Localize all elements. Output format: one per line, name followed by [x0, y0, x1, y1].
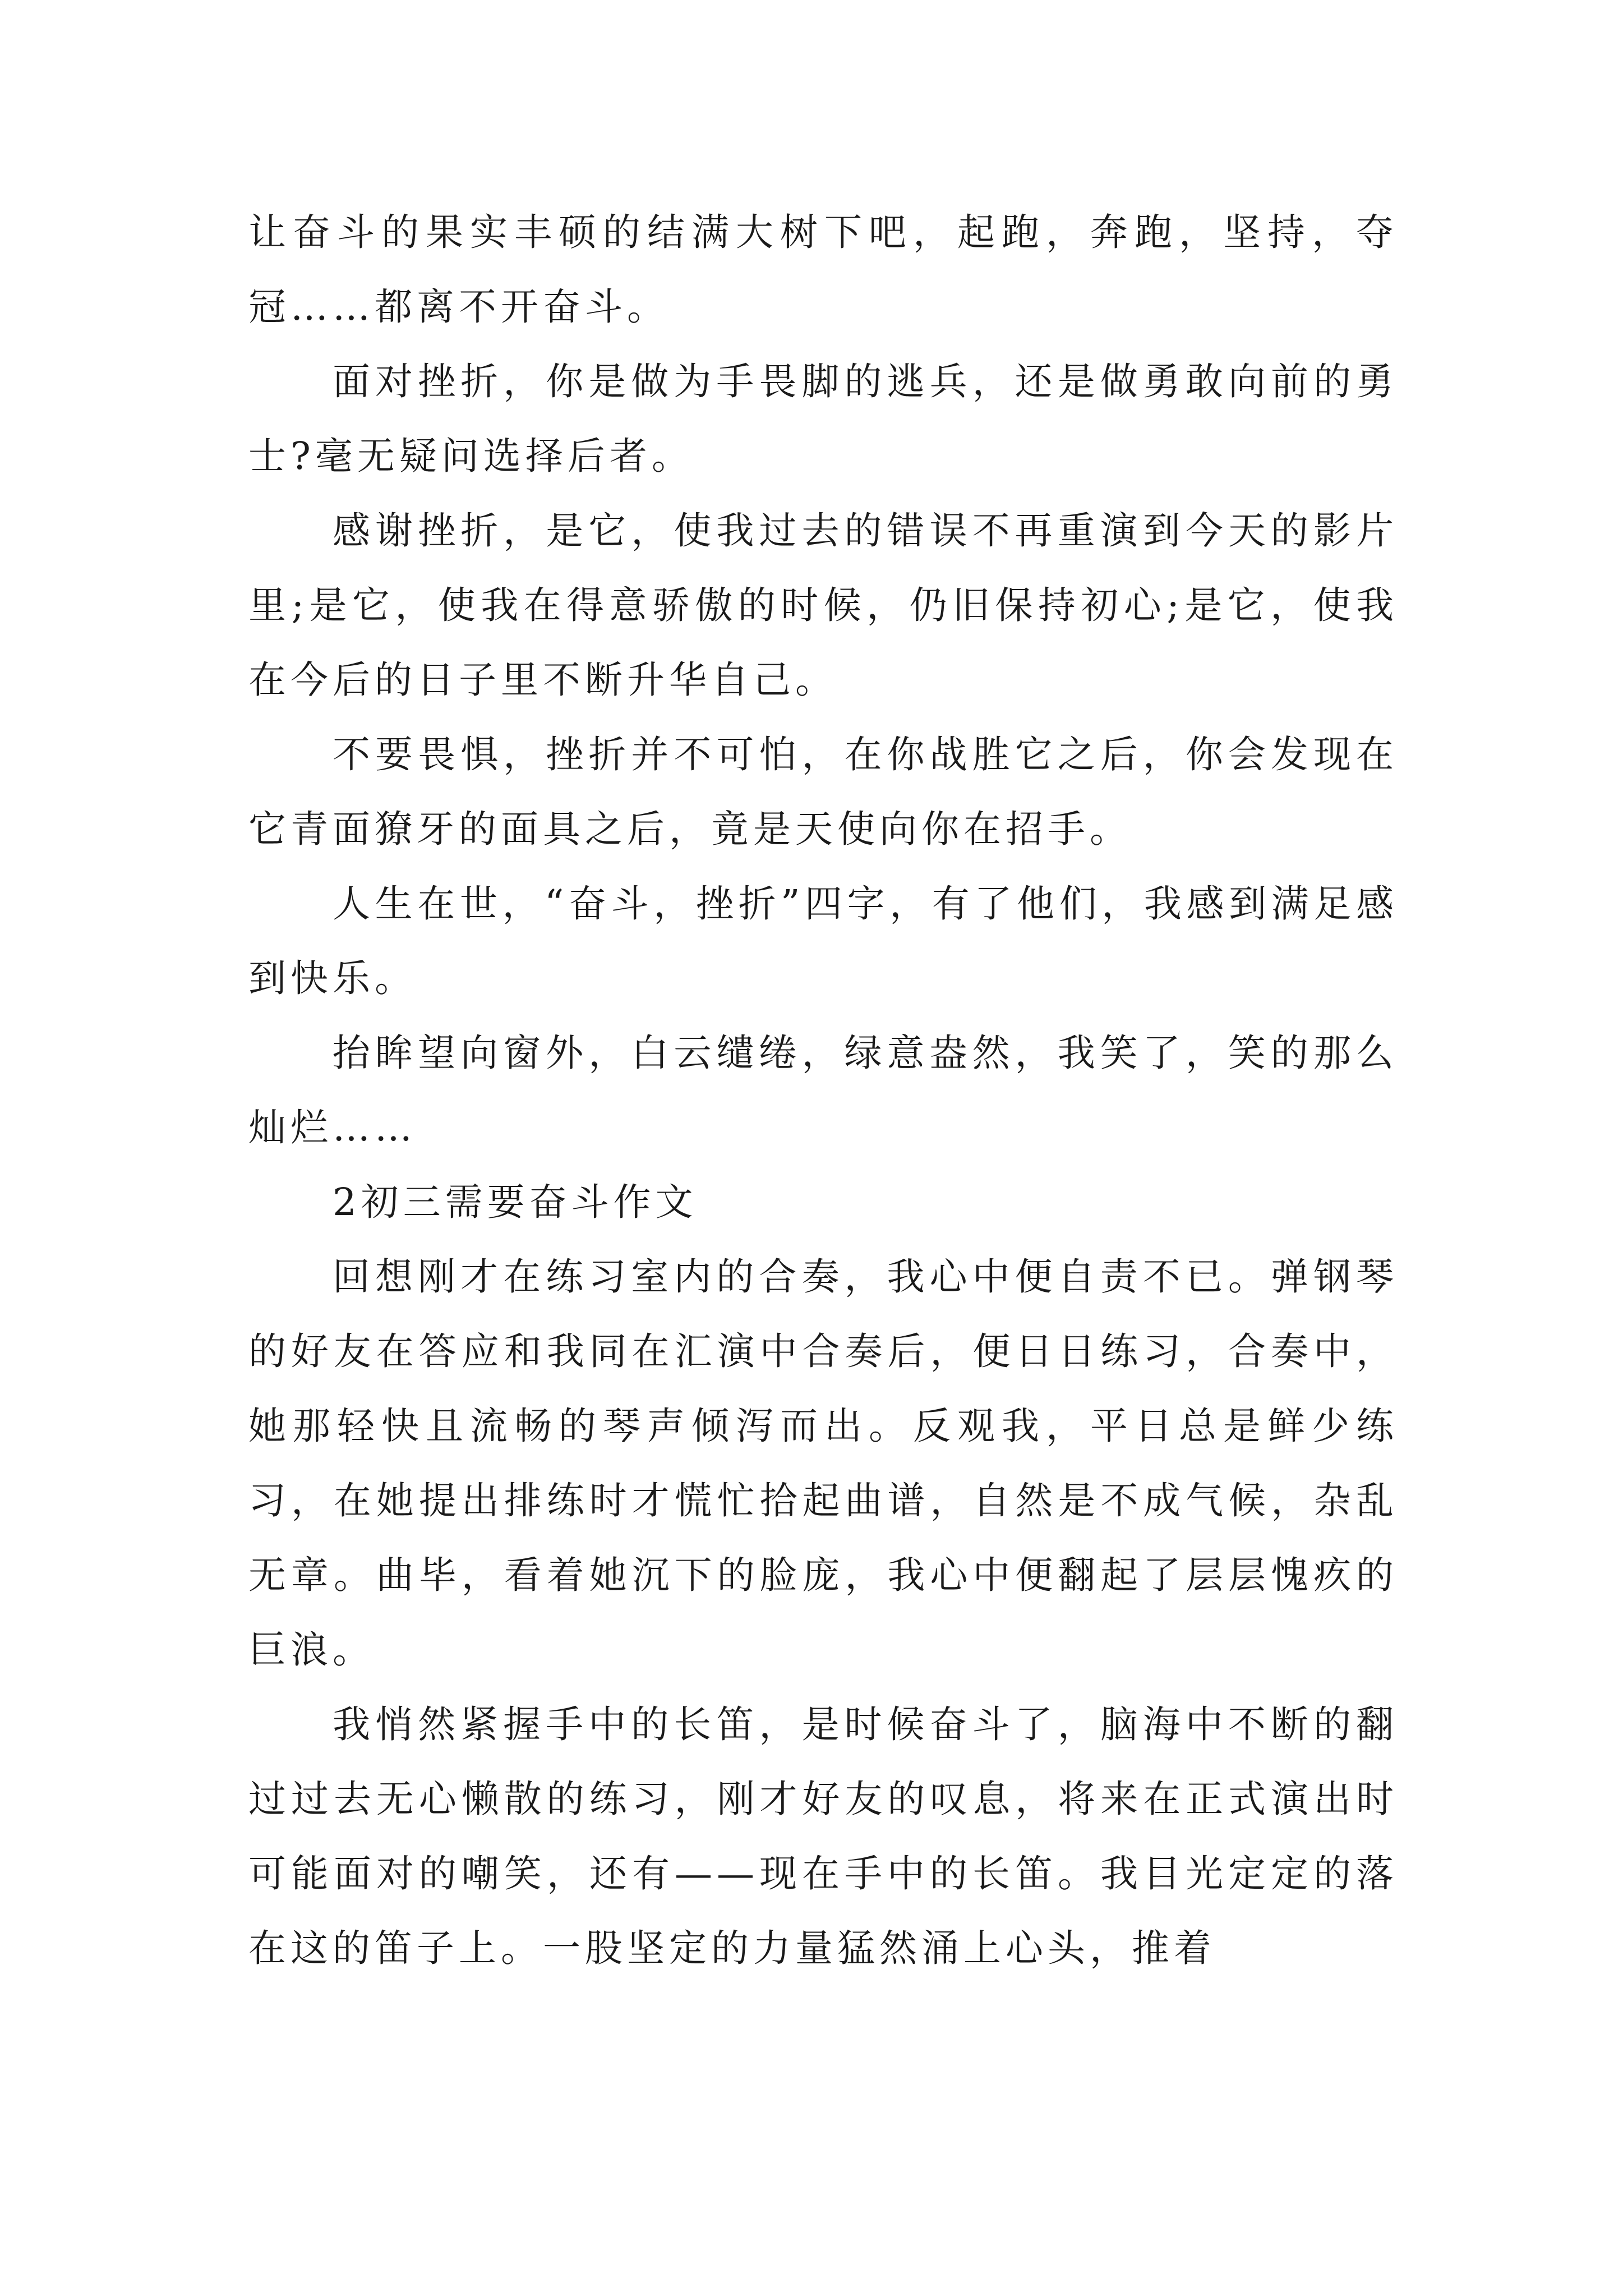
paragraph-1: 让奋斗的果实丰硕的结满大树下吧，起跑，奔跑，坚持，夺冠……都离不开奋斗。 — [248, 210, 1398, 329]
paragraph-5: 人生在世，“奋斗，挫折”四字，有了他们，我感到满足感到快乐。 — [248, 882, 1398, 1000]
paragraph-2: 面对挫折，你是做为手畏脚的逃兵，还是做勇敢向前的勇士?毫无疑问选择后者。 — [248, 360, 1398, 478]
paragraph-4: 不要畏惧，挫折并不可怕，在你战胜它之后，你会发现在它青面獠牙的面具之后，竟是天使向你在招手。 — [248, 733, 1398, 851]
paragraph-8: 我悄然紧握手中的长笛，是时候奋斗了，脑海中不断的翻过过去无心懒散的练习，刚才好友的叹息，将来在正式演出时可能面对的嘲笑，还有——现在手中的长笛。我目光定定的落在这的笛子上。一股坚定的力量猛然涌上心头，推着 — [248, 1703, 1398, 1970]
paragraph-6: 抬眸望向窗外，白云缱绻，绿意盎然，我笑了，笑的那么灿烂…… — [248, 1031, 1398, 1149]
section-heading: 2初三需要奋斗作文 — [333, 1180, 698, 1224]
article-body — [248, 195, 1398, 1986]
paragraph-7: 回想刚才在练习室内的合奏，我心中便自责不已。弹钢琴的好友在答应和我同在汇演中合奏后，便日日练习，合奏中，她那轻快且流畅的琴声倾泻而出。反观我，平日总是鲜少练习，在她提出排练时才慌忙拾起曲谱，自然是不成气候，杂乱无章。曲毕，看着她沉下的脸庞，我心中便翻起了层层愧疚的巨浪。 — [248, 1255, 1398, 1672]
paragraph-3: 感谢挫折，是它，使我过去的错误不再重演到今天的影片里;是它，使我在得意骄傲的时候，仍旧保持初心;是它，使我在今后的日子里不断升华自己。 — [248, 509, 1398, 702]
